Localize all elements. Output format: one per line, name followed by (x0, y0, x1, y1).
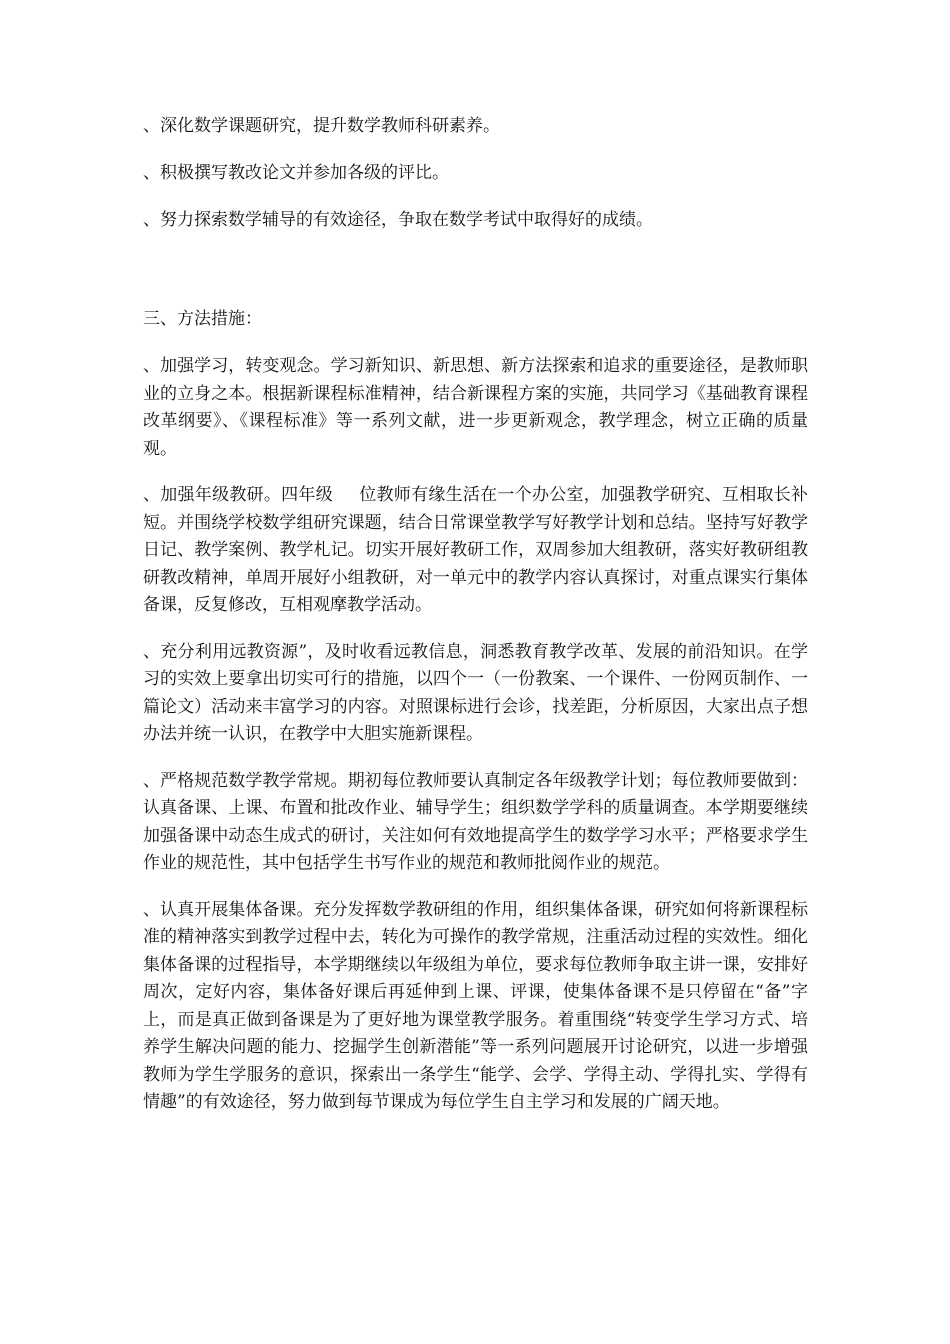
paragraph-study: 、加强学习，转变观念。学习新知识、新思想、新方法探索和追求的重要途径，是教师职业的立身之本。根据新课程标准精神，结合新课程方案的实施，共同学习《基础教育课程改革纲要》、《课程标准》等一系列文献，进一步更新观念，教学理念，树立正确的质量观。 (143, 356, 808, 459)
goal-item-1: 、深化数学课题研究，提升数学教师科研素养。 (143, 116, 500, 136)
paragraph-grade-research-rest: 位教师有缘生活在一个办公室，加强教学研究、互相取长补短。并围绕学校数学组研究课题，结合日常课堂教学写好教学计划和总结。坚持写好教学日记、教学案例、教学札记。切实开展好教研工作，双周参加大组教研，落实好教研组教研教改精神，单周开展好小组教研，对一单元中的教学内容认真探讨，对重点课实行集体备课，反复修改，互相观摩教学活动。 (143, 485, 809, 615)
goal-item-2: 、积极撰写教改论文并参加各级的评比。 (143, 163, 449, 183)
paragraph-teaching-routine: 、严格规范数学教学常规。期初每位教师要认真制定各年级教学计划；每位教师要做到：认真备课、上课、布置和批改作业、辅导学生；组织数学学科的质量调查。本学期要继续加强备课中动态生成式的研讨，关注如何有效地提高学生的数学学习水平；严格要求学生作业的规范性，其中包括学生书写作业的规范和教师批阅作业的规范。 (143, 770, 808, 873)
document-page (143, 112, 808, 1117)
paragraph-remote-resources: 、充分利用远教资源”，及时收看远教信息，洞悉教育教学改革、发展的前沿知识。在学习的实效上要拿出切实可行的措施，以四个一（一份教案、一个课件、一份网页制作、一篇论文）活动来丰富学习的内容。对照课标进行会诊，找差距，分析原因，大家出点子想办法并统一认识，在教学中大胆实施新课程。 (143, 641, 808, 744)
paragraph-grade-research (143, 482, 808, 620)
paragraph-grade-research-lead: 、加强年级教研。四年级 (143, 485, 333, 505)
goal-item-3: 、努力探索数学辅导的有效途径，争取在数学考试中取得好的成绩。 (143, 210, 653, 230)
section-heading: 三、方法措施： (143, 309, 262, 329)
paragraph-collective-lesson-prep: 、认真开展集体备课。充分发挥数学教研组的作用，组织集体备课，研究如何将新课程标准的精神落实到教学过程中去，转化为可操作的教学常规，注重活动过程的实效性。细化集体备课的过程指导，本学期继续以年级组为单位，要求每位教师争取主讲一课，安排好周次，定好内容，集体备好课后再延伸到上课、评课，使集体备课不是只停留在“备”字上，而是真正做到备课是为了更好地为课堂教学服务。着重围绕“转变学生学习方式、培养学生解决问题的能力、挖掘学生创新潜能”等一系列问题展开讨论研究，以进一步增强教师为学生学服务的意识，探索出一条学生“能学、会学、学得主动、学得扎实、学得有情趣”的有效途径，努力做到每节课成为每位学生自主学习和发展的广阔天地。 (143, 899, 808, 1112)
